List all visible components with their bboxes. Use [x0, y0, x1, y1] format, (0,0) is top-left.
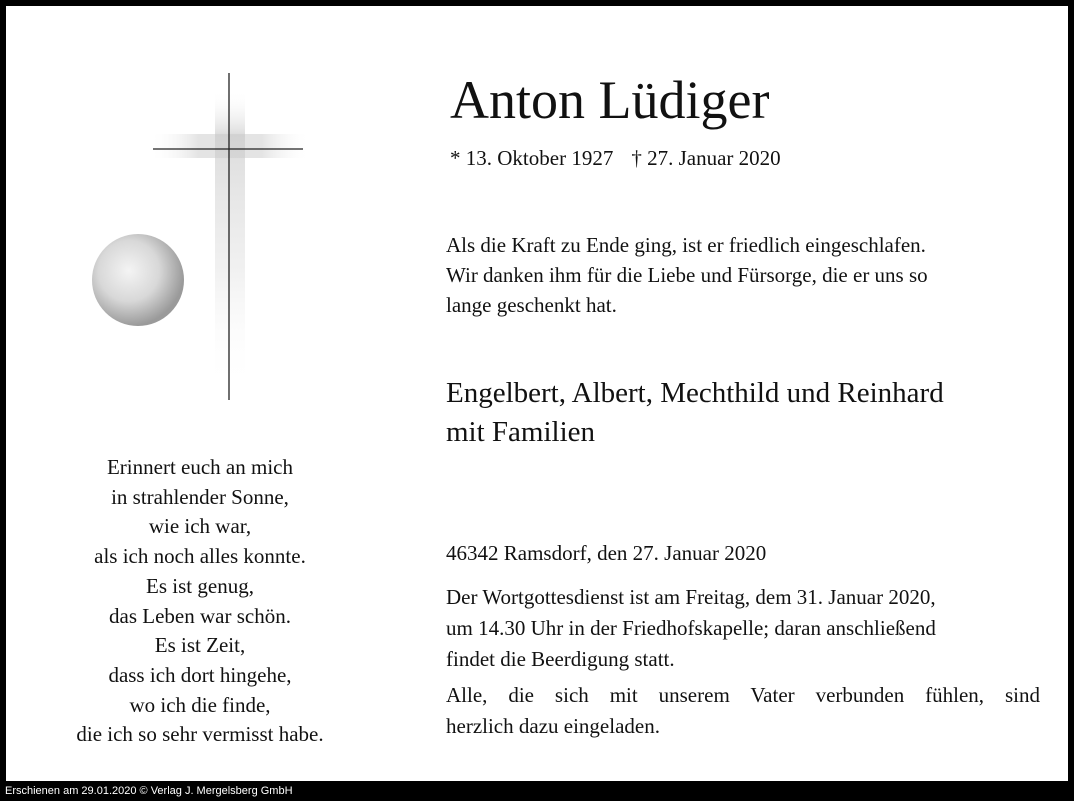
farewell-line: lange geschenkt hat. [446, 293, 617, 317]
poem-line: Es ist Zeit, [154, 633, 246, 658]
farewell-text [446, 230, 1040, 320]
farewell-line: Wir danken ihm für die Liebe und Fürsorge, die er uns so [446, 263, 928, 287]
deceased-name: Anton Lüdiger [450, 70, 770, 130]
poem-line: wie ich war, [148, 514, 252, 539]
death-date: † 27. Januar 2020 [631, 146, 781, 170]
invitation-line: herzlich dazu eingeladen. [446, 714, 660, 738]
life-dates [450, 144, 799, 172]
poem-line: als ich noch alles konnte. [94, 544, 306, 569]
farewell-line: Als die Kraft zu Ende ging, ist er friedlich eingeschlafen. [446, 233, 926, 257]
mourners-line: Engelbert, Albert, Mechthild und Reinhard [446, 377, 944, 409]
poem-line: die ich so sehr vermisst habe. [76, 722, 324, 747]
sun-icon [92, 234, 184, 326]
poem-line: wo ich die finde, [129, 692, 271, 717]
poem-line: dass ich dort hingehe, [108, 662, 292, 687]
cross-icon [150, 73, 310, 400]
service-line: findet die Beerdigung statt. [446, 647, 675, 671]
publication-footer: Erschienen am 29.01.2020 © Verlag J. Mergelsberg GmbH [0, 781, 1074, 801]
birth-date: * 13. Oktober 1927 [450, 146, 614, 170]
invitation [446, 680, 1040, 742]
poem-line: Es ist genug, [146, 573, 254, 598]
service-info [446, 582, 1040, 675]
service-line: um 14.30 Uhr in der Friedhofskapelle; daran anschließend [446, 616, 936, 640]
place-date: 46342 Ramsdorf, den 27. Januar 2020 [446, 541, 767, 565]
poem-line: Erinnert euch an mich [106, 455, 293, 479]
mourners-line: mit Familien [446, 416, 596, 448]
poem-line: das Leben war schön. [109, 603, 291, 628]
poem-line: in strahlender Sonne, [111, 484, 289, 509]
poem [40, 453, 360, 750]
cross-and-sun-artwork [80, 70, 320, 410]
service-line: Der Wortgottesdienst ist am Freitag, dem 31. Januar 2020, [446, 585, 936, 609]
invitation-line: Alle, die sich mit unserem Vater verbunden fühlen, sind [446, 683, 1040, 707]
mourners [446, 374, 1040, 452]
